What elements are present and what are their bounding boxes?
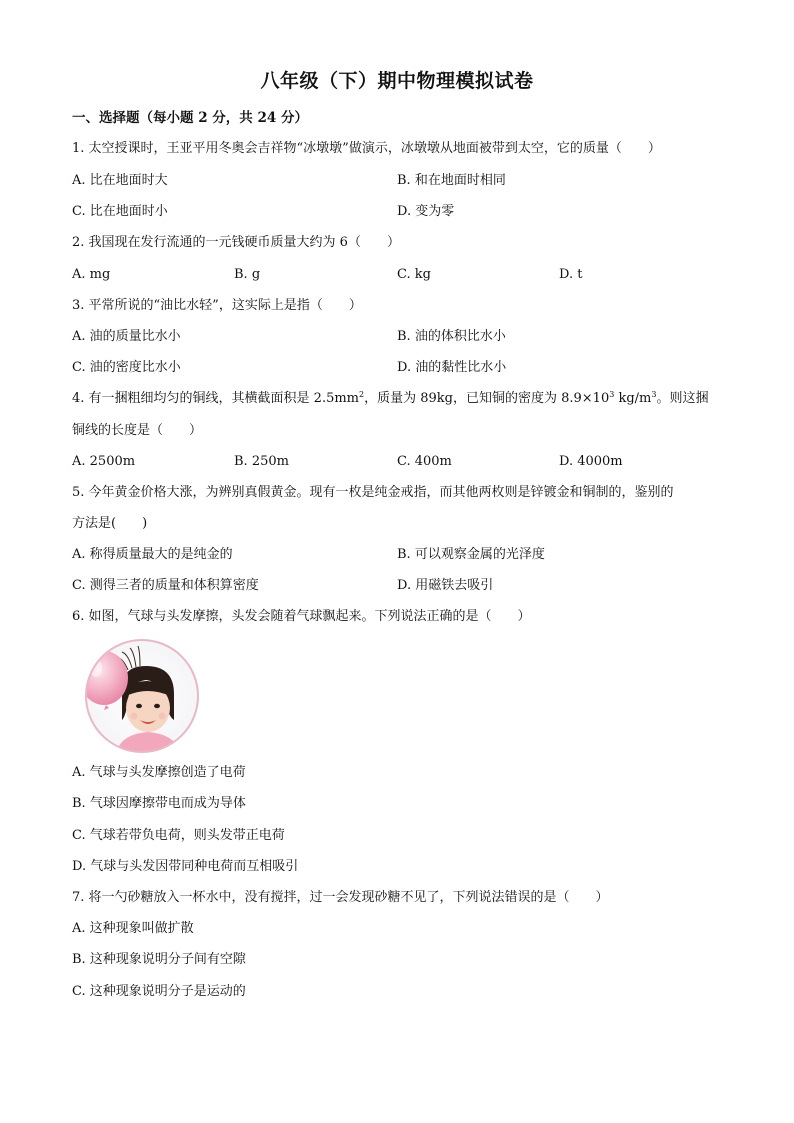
question-6-stem: 6. 如图，气球与头发摩擦，头发会随着气球飘起来。下列说法正确的是（ ） [72,609,531,624]
question-3-stem: 3. 平常所说的“油比水轻”，这实际上是指（ ） [72,298,362,313]
question-6-option-d[interactable]: D. 气球与头发因带同种电荷而互相吸引 [72,859,299,874]
question-2-option-c[interactable]: C. kg [397,267,431,282]
question-4-stem-part-4: 。则这捆 [656,391,709,406]
question-3-option-b[interactable]: B. 油的体积比水小 [397,329,506,344]
question-5-stem: 5. 今年黄金价格大涨，为辨别真假黄金。现有一枚是纯金戒指，而其他两枚则是锌镀金和铜制的，鉴别的 [72,485,674,500]
question-2-option-b[interactable]: B. g [234,267,261,282]
question-4-stem-line-2: 铜线的长度是（ ） [72,423,203,438]
question-3-option-d[interactable]: D. 油的黏性比水小 [397,360,507,375]
question-4-stem [72,390,708,408]
question-4-option-d[interactable]: D. 4000m [559,454,623,469]
question-1-option-b[interactable]: B. 和在地面时相同 [397,173,506,188]
question-4-option-b[interactable]: B. 250m [234,454,289,469]
question-4-sup-exponent: 3 [609,390,615,399]
question-5-stem-line-2: 方法是( ) [72,516,148,531]
question-4-stem-part-3: kg/m [614,391,652,406]
question-4-option-c[interactable]: C. 400m [397,454,452,469]
question-5-option-a[interactable]: A. 称得质量最大的是纯金的 [72,547,233,562]
question-1-stem: 1. 太空授课时，王亚平用冬奥会吉祥物“冰墩墩”做演示，冰墩墩从地面被带到太空，它的质量（ ） [72,141,661,156]
question-7-option-a[interactable]: A. 这种现象叫做扩散 [72,921,194,936]
question-1-option-c[interactable]: C. 比在地面时小 [72,204,168,219]
question-2-option-a[interactable]: A. mg [72,267,111,282]
question-5-option-c[interactable]: C. 测得三者的质量和体积算密度 [72,578,259,593]
question-4-stem-part-2: ，质量为 89kg，已知铜的密度为 8.9×10 [364,391,610,406]
section-heading: 一、选择题（每小题 2 分，共 24 分） [72,110,308,126]
page-title: 八年级（下）期中物理模拟试卷 [260,70,534,92]
question-3-option-c[interactable]: C. 油的密度比水小 [72,360,181,375]
balloon-hair-illustration [76,636,200,754]
question-4-sup-volume: 3 [651,390,657,399]
question-7-stem: 7. 将一勺砂糖放入一杯水中，没有搅拌，过一会发现砂糖不见了，下列说法错误的是（ ） [72,890,609,905]
question-4-sup-area: 2 [359,390,365,399]
question-2-option-d[interactable]: D. t [559,267,583,282]
question-5-option-d[interactable]: D. 用磁铁去吸引 [397,578,494,593]
question-7-option-c[interactable]: C. 这种现象说明分子是运动的 [72,984,246,999]
question-4-option-a[interactable]: A. 2500m [72,454,136,469]
question-6-option-a[interactable]: A. 气球与头发摩擦创造了电荷 [72,765,246,780]
question-3-option-a[interactable]: A. 油的质量比水小 [72,329,181,344]
question-1-option-a[interactable]: A. 比在地面时大 [72,173,168,188]
question-1-option-d[interactable]: D. 变为零 [397,204,455,219]
question-4-stem-part-1: 4. 有一捆粗细均匀的铜线，其横截面积是 2.5mm [72,391,359,406]
question-7-option-b[interactable]: B. 这种现象说明分子间有空隙 [72,952,246,967]
question-6-option-c[interactable]: C. 气球若带负电荷，则头发带正电荷 [72,828,285,843]
question-6-option-b[interactable]: B. 气球因摩擦带电而成为导体 [72,796,246,811]
question-5-option-b[interactable]: B. 可以观察金属的光泽度 [397,547,545,562]
question-2-stem: 2. 我国现在发行流通的一元钱硬币质量大约为 6（ ） [72,235,400,250]
